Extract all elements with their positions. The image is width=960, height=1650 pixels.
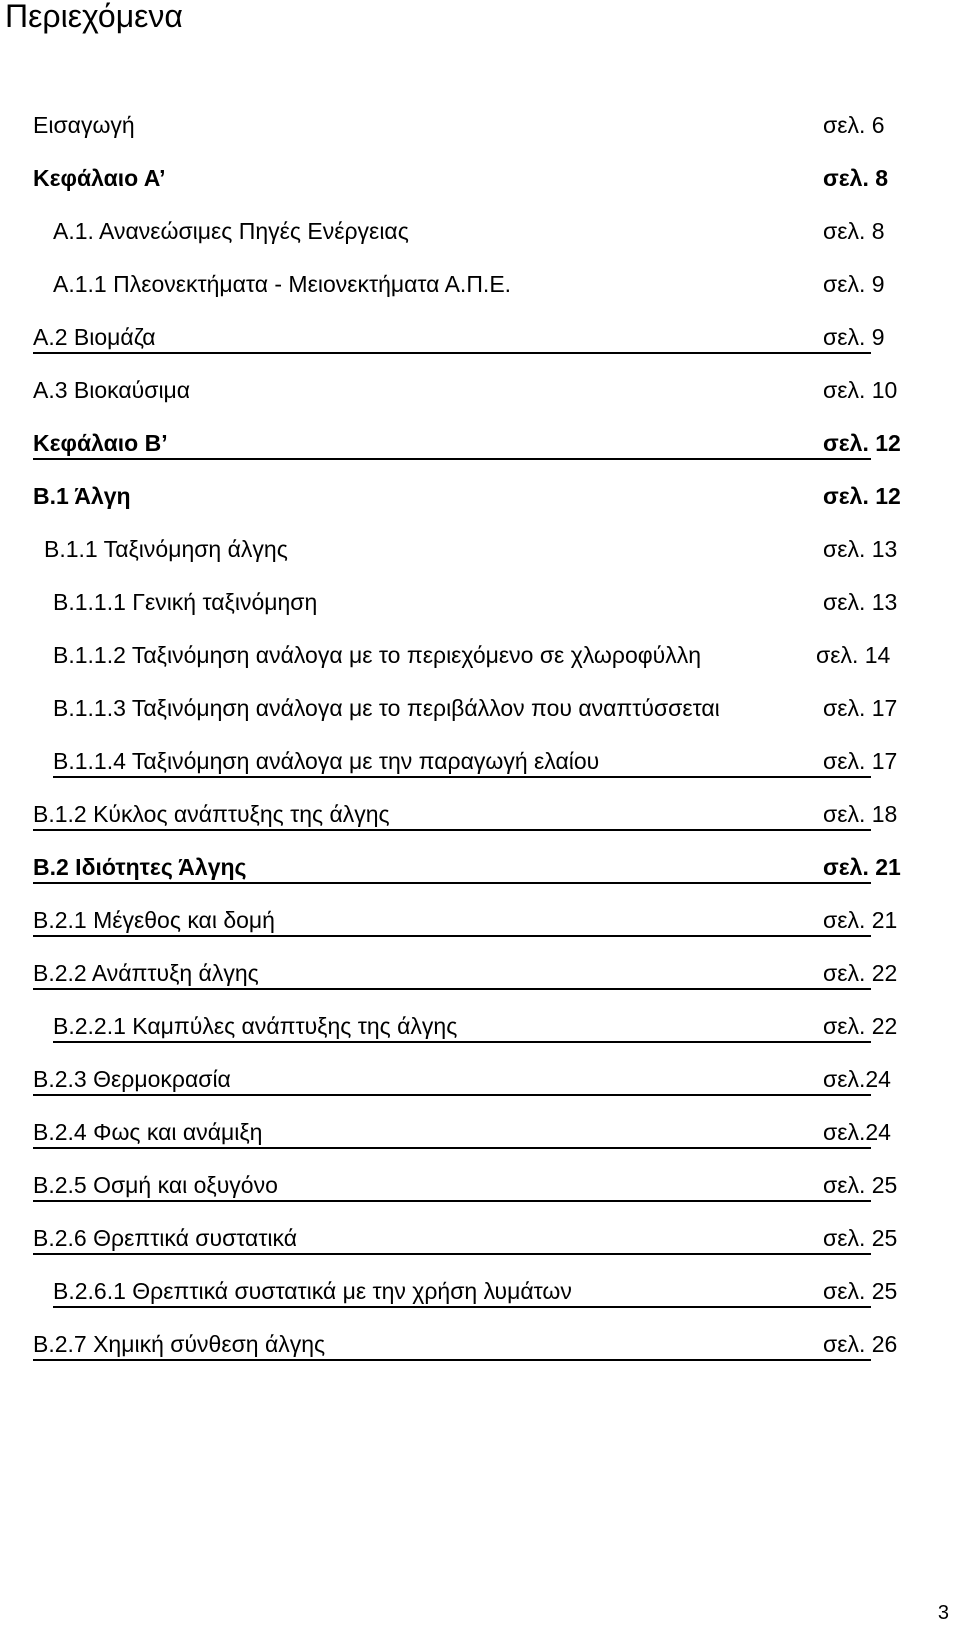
toc-entry-title: Β.2.1 Μέγεθος και δομή	[33, 907, 275, 933]
toc-entry-page: σελ. 14	[816, 642, 891, 668]
toc-entry-title: Β.2.6 Θρεπτικά συστατικά	[33, 1225, 298, 1251]
toc-entry	[33, 852, 901, 884]
toc-entry-title: Β.1.1.1 Γενική ταξινόμηση	[53, 589, 318, 615]
toc-entry-page: σελ. 13	[823, 536, 898, 562]
toc-entry-title: Β.1.1.2 Ταξινόμηση ανάλογα με το περιεχόμενο σε χλωροφύλλη	[53, 642, 702, 668]
toc-entry	[53, 216, 885, 246]
toc-entry-page: σελ. 21	[823, 907, 898, 933]
page-title: Περιεχόμενα	[5, 0, 183, 34]
toc-entry-page: σελ.24	[823, 1119, 891, 1145]
toc-entry-title: Β.2.5 Οσμή και οξυγόνο	[33, 1172, 278, 1198]
toc-entry-title: Β.2.7 Χημική σύνθεση άλγης	[33, 1331, 326, 1357]
toc-entry-title: Β.2 Ιδιότητες Άλγης	[33, 854, 247, 880]
toc-entry-page: σελ. 21	[823, 854, 901, 880]
toc-entry	[33, 481, 901, 511]
toc-entry-page: σελ. 13	[823, 589, 898, 615]
toc-entry-title: Κεφάλαιο Β’	[33, 430, 168, 456]
page-number: 3	[937, 1602, 949, 1624]
toc-entry	[33, 322, 885, 354]
toc-entry-title: Α.1. Ανανεώσιμες Πηγές Ενέργειας	[53, 218, 409, 244]
toc-entry	[33, 1223, 898, 1255]
toc-entry-title: Β.1.2 Κύκλος ανάπτυξης της άλγης	[33, 801, 390, 827]
toc-entry-page: σελ. 9	[823, 324, 885, 350]
toc-entry-title: Α.2 Βιομάζα	[33, 324, 156, 350]
toc-entry-page: σελ. 18	[823, 801, 898, 827]
toc-entry	[33, 905, 898, 937]
toc-entry-title: Εισαγωγή	[33, 112, 135, 138]
toc-entry	[33, 1329, 898, 1361]
toc-entry-title: Β.1.1.4 Ταξινόμηση ανάλογα με την παραγωγή ελαίου	[53, 748, 600, 774]
toc-entry-title: Κεφάλαιο Α’	[33, 165, 166, 191]
toc-entry-title: Β.1 Άλγη	[33, 483, 131, 509]
toc-entry	[53, 587, 898, 617]
toc-entry	[33, 1064, 891, 1096]
toc-entry-page: σελ. 9	[823, 271, 885, 297]
toc-entry	[53, 1276, 898, 1308]
toc-entry-page: σελ. 25	[823, 1225, 898, 1251]
toc-entry	[33, 799, 898, 831]
toc-entry-title: Β.1.1 Ταξινόμηση άλγης	[44, 536, 288, 562]
toc-entry-page: σελ. 8	[823, 218, 885, 244]
toc-entry-page: σελ. 25	[823, 1278, 898, 1304]
toc-entry-title: Β.2.4 Φως και ανάμιξη	[33, 1119, 263, 1145]
toc-entry	[33, 375, 898, 405]
toc-entry	[53, 269, 885, 299]
toc-entry-page: σελ. 17	[823, 695, 898, 721]
toc-entry	[44, 534, 898, 564]
toc-entry-title: Α.3 Βιοκαύσιμα	[33, 377, 191, 403]
toc-entry-title: Β.2.3 Θερμοκρασία	[33, 1066, 231, 1092]
toc-entry	[53, 693, 898, 723]
toc-entry	[53, 746, 898, 778]
toc-entry-page: σελ. 22	[823, 960, 898, 986]
toc-entry-page: σελ. 26	[823, 1331, 898, 1357]
toc-entry-title: Α.1.1 Πλεονεκτήματα - Μειονεκτήματα Α.Π.Ε.	[53, 271, 512, 297]
toc-entry-title: Β.2.2 Ανάπτυξη άλγης	[33, 960, 259, 986]
toc-entry-page: σελ.24	[823, 1066, 891, 1092]
toc-entry-page: σελ. 17	[823, 748, 898, 774]
toc-entry-page: σελ. 25	[823, 1172, 898, 1198]
toc-entry-page: σελ. 6	[823, 112, 885, 138]
toc-entry	[33, 163, 889, 193]
toc-entry-page: σελ. 10	[823, 377, 898, 403]
toc-entry	[53, 1011, 898, 1043]
toc-entry-page: σελ. 8	[823, 165, 889, 191]
toc-entry	[33, 1170, 898, 1202]
toc-entry-title: Β.1.1.3 Ταξινόμηση ανάλογα με το περιβάλλον που αναπτύσσεται	[53, 695, 720, 721]
toc-entry-page: σελ. 12	[823, 430, 901, 456]
toc-entry	[53, 640, 891, 670]
toc-entry	[33, 1117, 891, 1149]
toc-entry-title: Β.2.6.1 Θρεπτικά συστατικά με την χρήση λυμάτων	[53, 1278, 572, 1304]
toc-entry	[33, 110, 885, 140]
toc-entry	[33, 958, 898, 990]
toc-entry-title: Β.2.2.1 Καμπύλες ανάπτυξης της άλγης	[53, 1013, 458, 1039]
toc-entry	[33, 428, 901, 460]
toc-entry-page: σελ. 22	[823, 1013, 898, 1039]
toc-entry-page: σελ. 12	[823, 483, 901, 509]
